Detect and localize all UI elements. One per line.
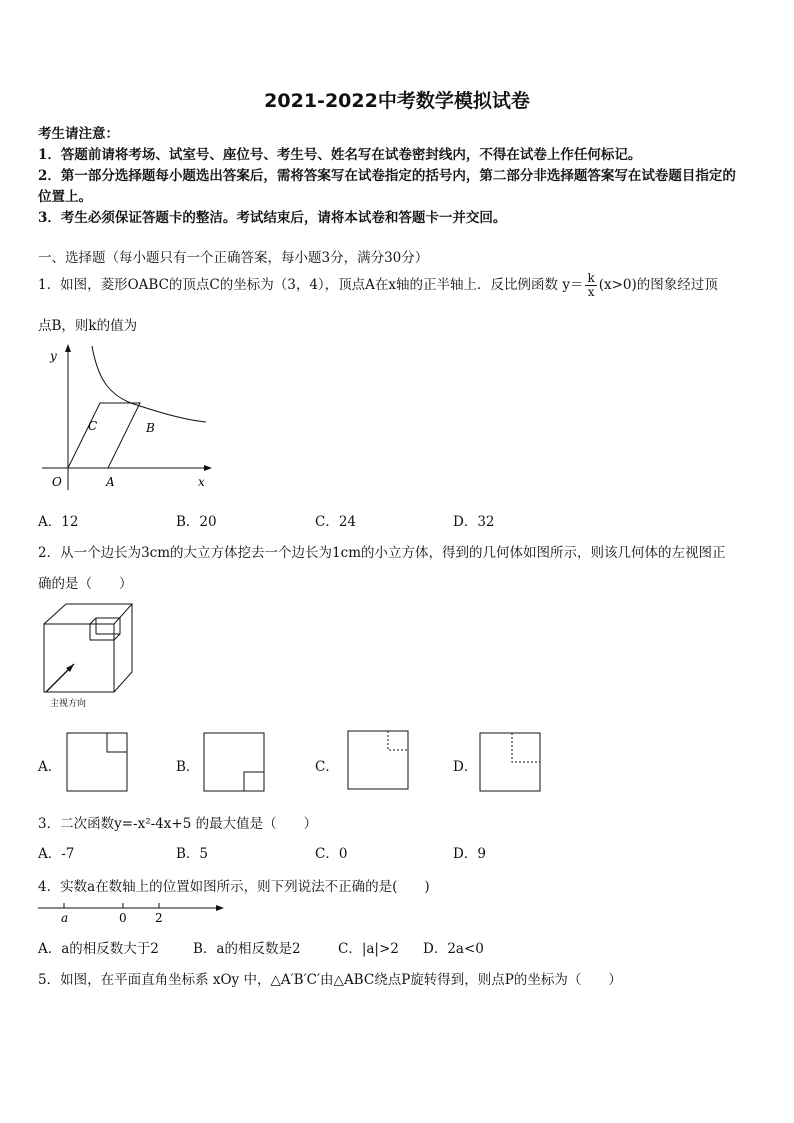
q2-option-c-label[interactable]: C．	[315, 759, 339, 775]
notice-item-2: 2．第一部分选择题每小题选出答案后，需将答案写在试卷指定的括号内，第二部分非选择题答案写在试卷题目指定的	[38, 168, 736, 184]
tick-0-label: 0	[119, 911, 127, 925]
q1-text-b: (x>0)的图象经过顶	[598, 277, 718, 293]
q1-option-c[interactable]: C．24	[315, 514, 357, 530]
y-axis-label: y	[50, 349, 57, 363]
notice-heading: 考生请注意：	[38, 126, 119, 142]
page-title: 2021-2022中考数学模拟试卷	[264, 90, 530, 112]
q1-text	[38, 272, 718, 299]
q2-text-b: 确的是（ ）	[38, 576, 133, 592]
point-a-label: A	[106, 475, 115, 489]
q2-option-b-figure[interactable]	[203, 732, 267, 794]
q4-option-c[interactable]: C．|a|>2	[338, 941, 399, 957]
hyperbola-curve	[92, 346, 206, 422]
q4-option-d[interactable]: D．2a<0	[423, 941, 484, 957]
point-c-label: C	[88, 419, 98, 433]
q2-cube-figure	[36, 598, 146, 713]
notice-item-3: 3．考生必须保证答题卡的整洁。考试结束后，请将本试卷和答题卡一并交回。	[38, 210, 507, 226]
y-axis-arrow-icon	[65, 344, 71, 352]
q2-option-b-label[interactable]: B．	[176, 759, 200, 775]
notch-front	[90, 624, 114, 640]
view-direction-label: 主视方向	[50, 699, 87, 709]
q4-number-line	[36, 898, 226, 928]
q2-option-d-figure[interactable]	[479, 732, 543, 794]
q1-figure	[36, 340, 216, 500]
q1-frac-den: x	[587, 285, 595, 299]
q1-option-b[interactable]: B．20	[176, 514, 217, 530]
q1-text-a: 1．如图，菱形OABC的顶点C的坐标为（3，4），顶点A在x轴的正半轴上．反比例函数 y＝	[38, 277, 584, 293]
q3-option-a[interactable]: A．-7	[38, 846, 75, 862]
q3-option-c[interactable]: C．0	[315, 846, 348, 862]
q2-text-a: 2．从一个边长为3cm的大立方体挖去一个边长为1cm的小立方体，得到的几何体如图所示，则该几何体的左视图正	[38, 545, 726, 561]
origin-label: O	[52, 475, 62, 489]
q1-option-d[interactable]: D．32	[453, 514, 495, 530]
q1-fraction	[585, 272, 596, 299]
q4-option-a[interactable]: A．a的相反数大于2	[38, 941, 159, 957]
x-axis-arrow-icon	[204, 465, 212, 471]
tick-2-label: 2	[155, 911, 163, 925]
q1-text-c: 点B，则k的值为	[38, 318, 138, 334]
q2-option-c-figure[interactable]	[347, 730, 411, 792]
cube-top-face	[44, 604, 132, 624]
number-line-arrow-icon	[216, 905, 224, 911]
q1-frac-num: k	[587, 271, 595, 285]
rhombus-oabc	[68, 403, 140, 468]
q4-option-b[interactable]: B．a的相反数是2	[193, 941, 301, 957]
tick-a-label: a	[61, 911, 69, 925]
q2-option-a-label[interactable]: A．	[38, 759, 62, 775]
q1-option-a[interactable]: A．12	[38, 514, 79, 530]
q3-text: 3．二次函数y=-x²-4x+5 的最大值是（ ）	[38, 816, 318, 832]
q5-text: 5．如图，在平面直角坐标系 xOy 中，△A′B′C′由△ABC绕点P旋转得到，则点P的坐标为（ ）	[38, 972, 622, 988]
q3-option-d[interactable]: D．9	[453, 846, 486, 862]
q4-text: 4．实数a在数轴上的位置如图所示，则下列说法不正确的是( )	[38, 879, 430, 895]
q2-option-a-figure[interactable]	[66, 732, 130, 794]
q2-option-d-label[interactable]: D．	[453, 759, 478, 775]
section-heading: 一、选择题（每小题只有一个正确答案，每小题3分，满分30分）	[38, 250, 429, 266]
x-axis-label: x	[198, 475, 205, 489]
cube-right-face	[114, 604, 132, 692]
notice-item-1: 1．答题前请将考场、试室号、座位号、考生号、姓名写在试卷密封线内，不得在试卷上作任何标记。	[38, 147, 642, 163]
notice-item-2-cont: 位置上。	[38, 189, 92, 205]
notch-back	[90, 618, 120, 640]
point-b-label: B	[146, 421, 155, 435]
q3-option-b[interactable]: B．5	[176, 846, 209, 862]
